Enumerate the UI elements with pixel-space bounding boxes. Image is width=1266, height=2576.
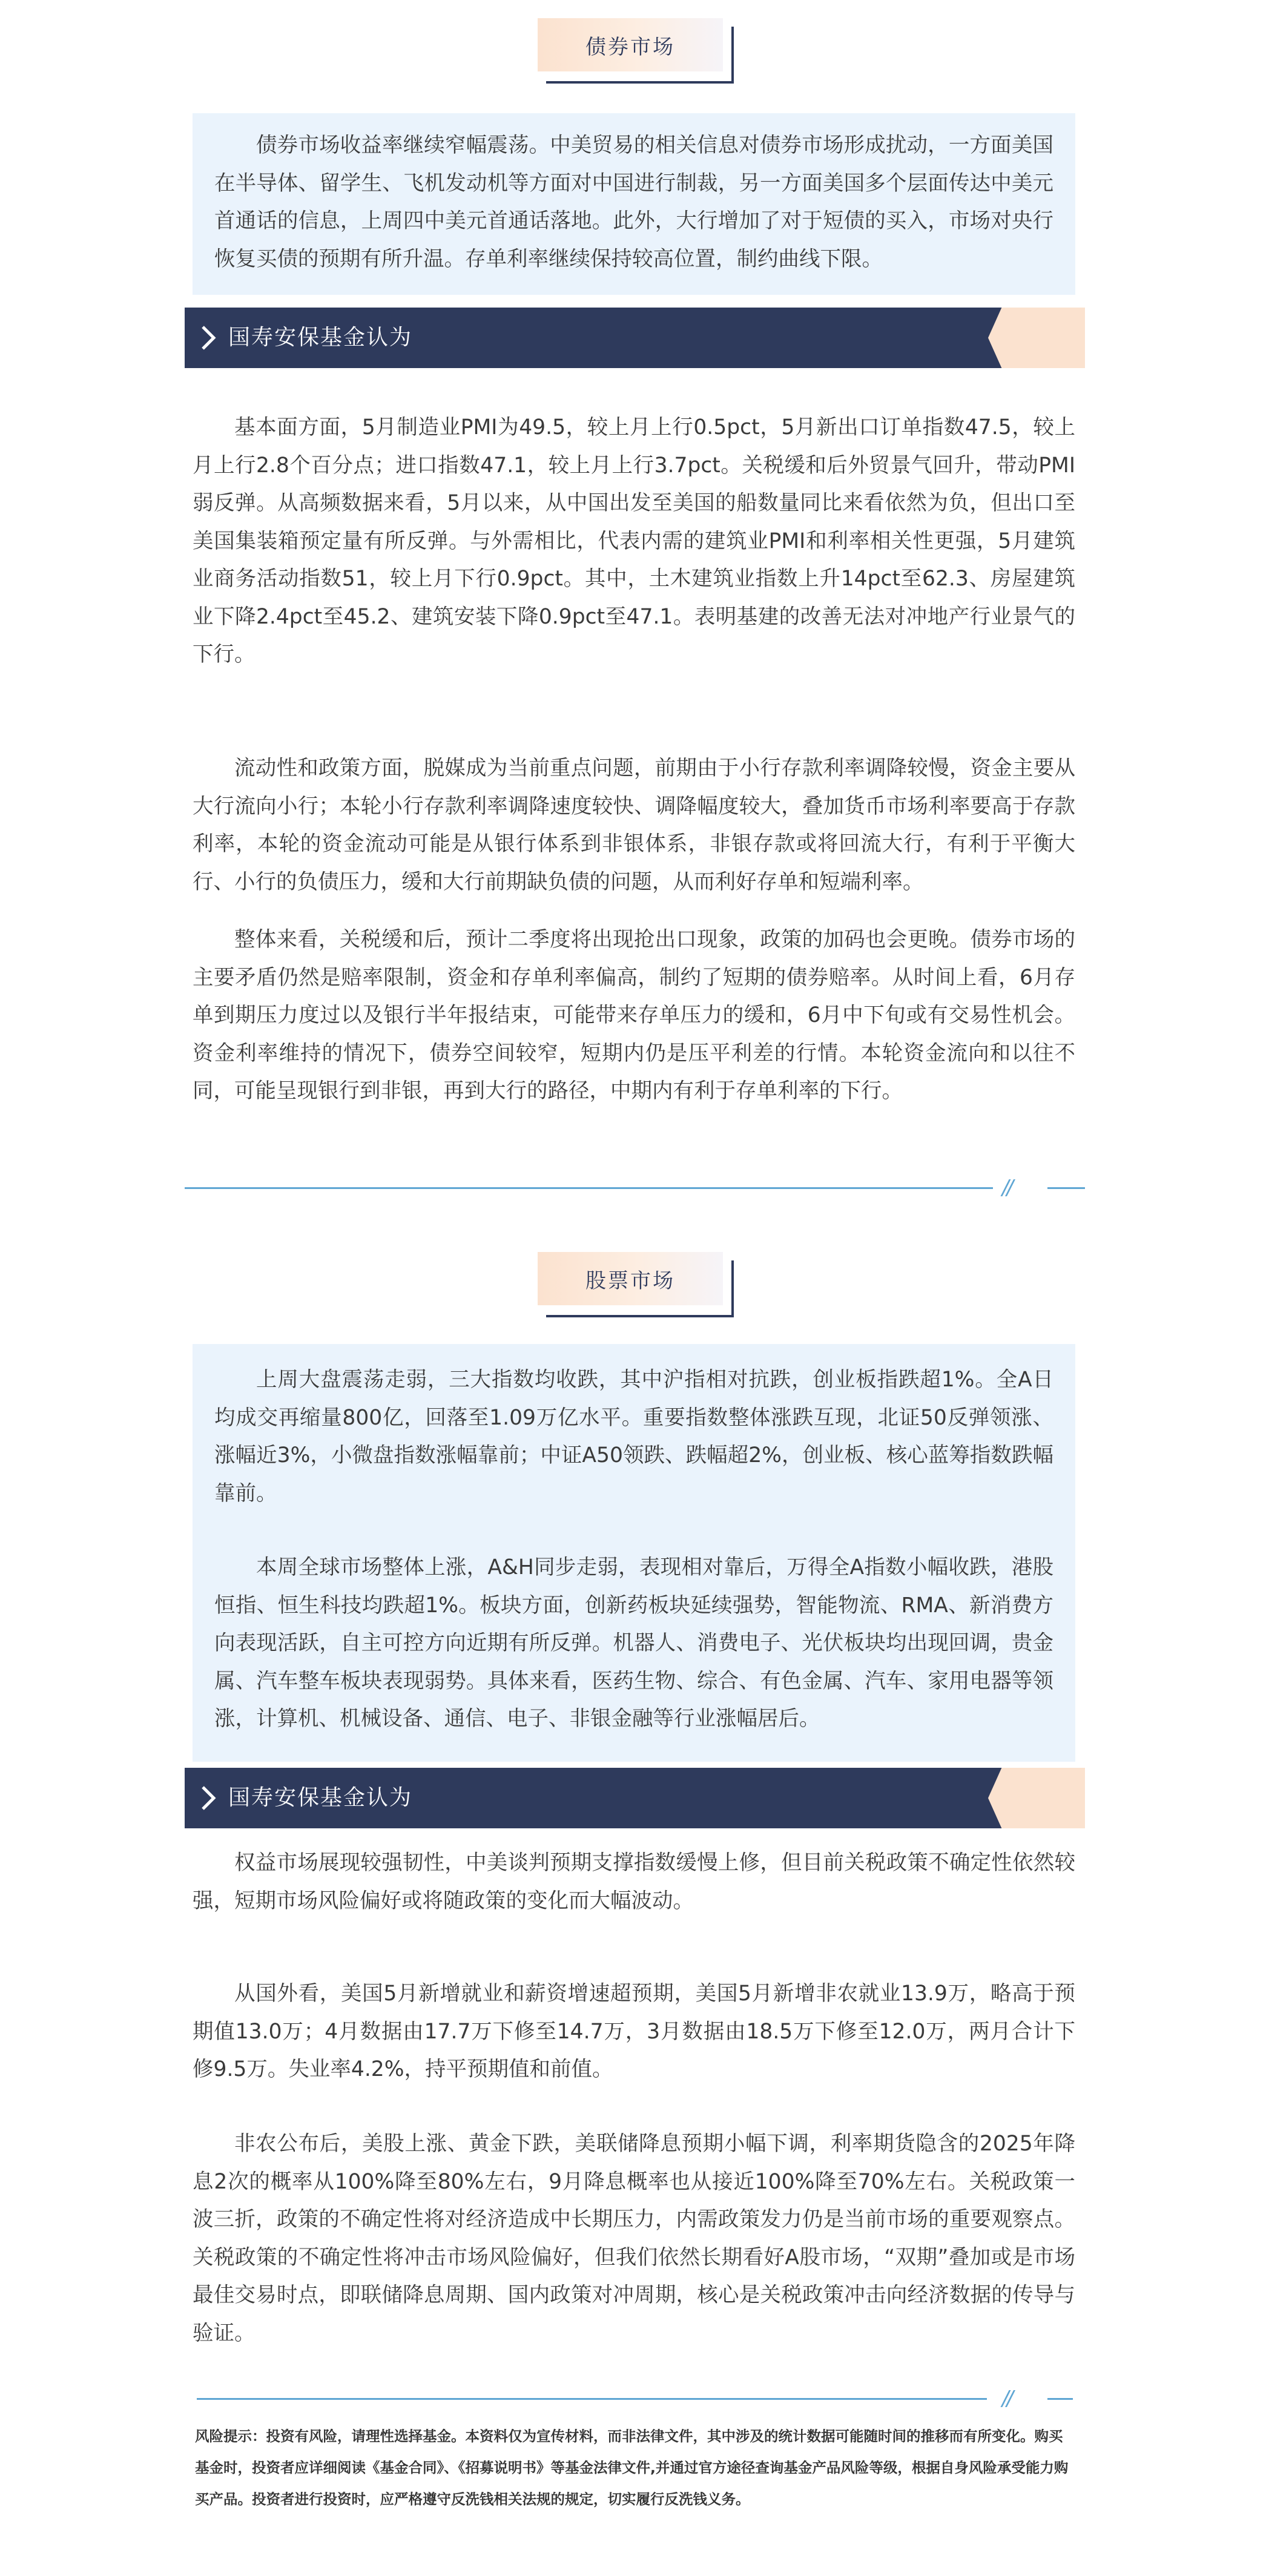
equity-summary-box xyxy=(193,1344,1075,1762)
equity-banner-title: 国寿安保基金认为 xyxy=(228,1785,413,1810)
equity-view-banner xyxy=(185,1768,1085,1828)
bond-para-outlook: 整体来看，关税缓和后，预计二季度将出现抢出口现象，政策的加码也会更晚。债券市场的主要矛盾仍然是赔率限制，资金和存单利率偏高，制约了短期的债券赔率。从时间上看，6月存单到期压力度过以及银行半年报结束，可能带来存单压力的缓和，6月中下旬或有交易性机会。资金利率维持的情况下，债券空间较窄，短期内仍是压平利差的行情。本轮资金流向和以往不同，可能呈现银行到非银，再到大行的路径，中期内有利于存单利率的下行。 xyxy=(193,927,1075,1103)
bond-paragraph-1 xyxy=(193,409,1075,674)
equity-section-heading xyxy=(538,1252,733,1315)
equity-para-nonfarm: 非农公布后，美股上涨、黄金下跌，美联储降息预期小幅下调，利率期货隐含的2025年降息2次的概率从100%降至80%左右，9月降息概率也从接近100%降至70%左右。关税政策一波三折，政策的不确定性将对经济造成中长期压力，内需政策发力仍是当前市场的重要观察点。关税政策的不确定性将冲击市场风险偏好，但我们依然长期看好A股市场，“双期”叠加或是市场最佳交易时点，即联储降息周期、国内政策对冲周期，核心是关税政策冲击向经济数据的传导与验证。 xyxy=(193,2132,1075,2345)
equity-paragraph-2 xyxy=(193,1975,1075,2089)
bond-summary-box xyxy=(193,113,1075,295)
bond-section-divider xyxy=(185,1176,1085,1200)
chevron-right-icon xyxy=(196,324,222,351)
equity-section-title: 股票市场 xyxy=(538,1252,723,1305)
banner-tab xyxy=(988,308,1085,368)
bond-para-fundamentals: 基本面方面，5月制造业PMI为49.5，较上月上行0.5pct，5月新出口订单指数47.5，较上月上行2.8个百分点；进口指数47.1，较上月上行3.7pct。关税缓和后外贸景气回升，带动PMI弱反弹。从高频数据来看，5月以来，从中国出发至美国的船数量同比来看依然为负，但出口至美国集装箱预定量有所反弹。与外需相比，代表内需的建筑业PMI和利率相关性更强，5月建筑业商务活动指数51，较上月下行0.9pct。其中，土木建筑业指数上升14pct至62.3、房屋建筑业下降2.4pct至45.2、建筑安装下降0.9pct至47.1。表明基建的改善无法对冲地产行业景气的下行。 xyxy=(193,415,1075,667)
divider-mark: // xyxy=(1002,2387,1011,2411)
chevron-right-icon xyxy=(196,1785,222,1811)
bond-section-title: 债券市场 xyxy=(538,18,723,71)
bond-view-banner xyxy=(185,308,1085,368)
bond-para-liquidity: 流动性和政策方面，脱媒成为当前重点问题，前期由于小行存款利率调降较慢，资金主要从大行流向小行；本轮小行存款利率调降速度较快、调降幅度较大，叠加货币市场利率要高于存款利率，本轮的资金流动可能是从银行体系到非银体系，非银存款或将回流大行，有利于平衡大行、小行的负债压力，缓和大行前期缺负债的问题，从而利好存单和短端利率。 xyxy=(193,756,1075,894)
bond-paragraph-3 xyxy=(193,921,1075,1110)
equity-para-overseas: 从国外看，美国5月新增就业和薪资增速超预期，美国5月新增非农就业13.9万，略高于预期值13.0万；4月数据由17.7万下修至14.7万，3月数据由18.5万下修至12.0万，两月合计下修9.5万。失业率4.2%，持平预期值和前值。 xyxy=(193,1981,1075,2081)
risk-notice: 风险提示：投资有风险，请理性选择基金。本资料仅为宣传材料，而非法律文件，其中涉及的统计数据可能随时间的推移而有所变化。购买基金时，投资者应详细阅读《基金合同》、《招募说明书》等基金法律文件,并通过官方途径查询基金产品风险等级，根据自身风险承受能力购买产品。投资者进行投资时，应严格遵守反洗钱相关法规的规定，切实履行反洗钱义务。 xyxy=(195,2428,1069,2508)
bond-banner-title: 国寿安保基金认为 xyxy=(228,325,413,350)
divider-mark: // xyxy=(1002,1176,1011,1200)
equity-summary-text-1: 上周大盘震荡走弱，三大指数均收跌，其中沪指相对抗跌，创业板指跌超1%。全A日均成交再缩量800亿，回落至1.09万亿水平。重要指数整体涨跌互现，北证50反弹领涨、涨幅近3%，小微盘指数涨幅靠前；中证A50领跌、跌幅超2%，创业板、核心蓝筹指数跌幅靠前。 xyxy=(214,1368,1053,1506)
bond-section-heading xyxy=(538,18,733,81)
equity-para-resilience: 权益市场展现较强韧性，中美谈判预期支撑指数缓慢上修，但目前关税政策不确定性依然较强，短期市场风险偏好或将随政策的变化而大幅波动。 xyxy=(193,1851,1075,1913)
equity-paragraph-1 xyxy=(193,1844,1075,1920)
equity-paragraph-3 xyxy=(193,2125,1075,2352)
bond-paragraph-2 xyxy=(193,749,1075,901)
banner-tab xyxy=(988,1768,1085,1828)
equity-section-divider xyxy=(185,2387,1085,2411)
bond-summary-text: 债券市场收益率继续窄幅震荡。中美贸易的相关信息对债券市场形成扰动，一方面美国在半导体、留学生、飞机发动机等方面对中国进行制裁，另一方面美国多个层面传达中美元首通话的信息，上周四中美元首通话落地。此外，大行增加了对于短债的买入，市场对央行恢复买债的预期有所升温。存单利率继续保持较高位置，制约曲线下限。 xyxy=(214,133,1053,271)
equity-summary-text-2: 本周全球市场整体上涨，A&H同步走弱，表现相对靠后，万得全A指数小幅收跌，港股恒指、恒生科技均跌超1%。板块方面，创新药板块延续强势，智能物流、RMA、新消费方向表现活跃，自主可控方向近期有所反弹。机器人、消费电子、光伏板块均出现回调，贵金属、汽车整车板块表现弱势。具体来看，医药生物、综合、有色金属、汽车、家用电器等领涨，计算机、机械设备、通信、电子、非银金融等行业涨幅居后。 xyxy=(214,1555,1053,1731)
